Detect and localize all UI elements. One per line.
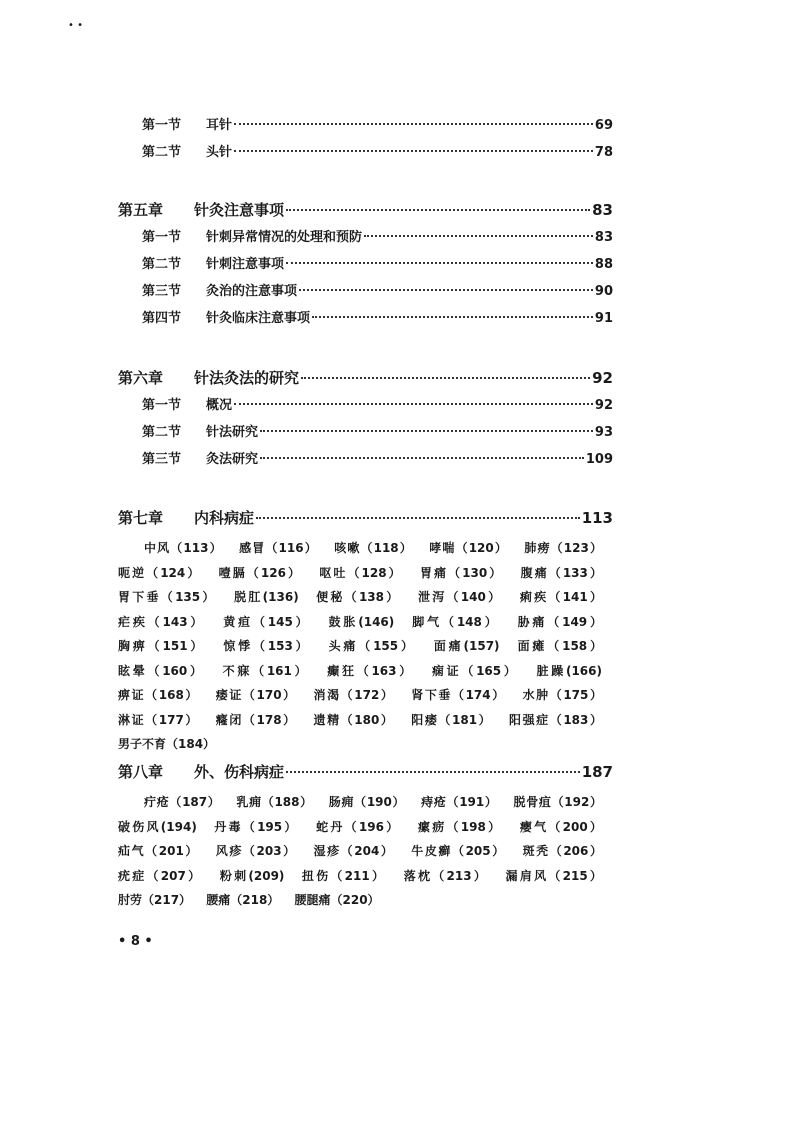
- disease-entry[interactable]: 头痛（155）: [328, 639, 416, 653]
- disease-entry[interactable]: 痔疮（191）: [421, 795, 498, 809]
- disease-entry[interactable]: 眩晕（160）: [118, 663, 205, 678]
- toc-section[interactable]: 第三节 灸治的注意事项 90: [142, 284, 613, 299]
- dot-leader: [301, 377, 590, 379]
- toc-chapter[interactable]: 第六章 针法灸法的研究 92: [118, 369, 613, 387]
- disease-entry[interactable]: 阳痿（181）: [411, 712, 493, 727]
- disease-entry[interactable]: 乳痈（188）: [236, 795, 313, 809]
- dot-leader: [256, 517, 580, 519]
- disease-entry[interactable]: 脏躁(166): [536, 663, 602, 678]
- dot-leader: [286, 262, 593, 264]
- dot-leader: [234, 150, 593, 152]
- disease-entry[interactable]: 脱肛(136): [234, 590, 299, 604]
- disease-entry[interactable]: 中风（113）: [144, 541, 223, 555]
- disease-entry[interactable]: 脚气（148）: [412, 614, 500, 629]
- chapter-8: [118, 761, 613, 913]
- disease-entry[interactable]: 痢疾（141）: [519, 590, 602, 604]
- dot-leader: [260, 430, 593, 432]
- disease-entry[interactable]: 胸痹（151）: [118, 639, 206, 653]
- disease-entry[interactable]: 感冒（116）: [239, 541, 318, 555]
- disease-entry[interactable]: 遗精（180）: [313, 712, 395, 727]
- disease-entry[interactable]: 疝气（201）: [118, 844, 199, 858]
- chapter-7: [118, 507, 613, 757]
- disease-entry[interactable]: 风疹（203）: [215, 844, 297, 858]
- disease-entry[interactable]: 肘劳（217）: [118, 893, 192, 907]
- dot-leader: [364, 235, 593, 237]
- disease-entry[interactable]: 瘰疬（198）: [417, 819, 503, 834]
- disease-entry[interactable]: 瘿气（200）: [519, 819, 602, 834]
- disease-entry[interactable]: 咳嗽（118）: [334, 541, 413, 555]
- disease-entry[interactable]: 痿证（170）: [215, 688, 297, 702]
- disease-entry[interactable]: 肠痈（190）: [328, 795, 406, 809]
- toc-section[interactable]: 第二节 针刺注意事项 88: [142, 257, 613, 272]
- disease-entry[interactable]: 疔疮（187）: [144, 795, 221, 809]
- disease-entry[interactable]: 疣症（207）: [118, 868, 203, 883]
- dot-leader: [286, 209, 590, 211]
- disease-entry[interactable]: 胁痛（149）: [517, 614, 602, 629]
- scan-mark: • •: [68, 20, 83, 31]
- disease-entry[interactable]: 斑秃（206）: [522, 844, 602, 858]
- disease-entry[interactable]: 淋证（177）: [118, 712, 199, 727]
- disease-entry[interactable]: 水肿（175）: [522, 688, 602, 702]
- disease-entry[interactable]: 胃痛（130）: [419, 565, 504, 580]
- disease-entry[interactable]: 便秘（138）: [316, 590, 401, 604]
- dot-leader: [299, 289, 593, 291]
- disease-entry[interactable]: 脱骨疽（192）: [513, 795, 602, 809]
- disease-entry[interactable]: 呃逆（124）: [118, 565, 202, 580]
- disease-entry[interactable]: 扭伤（211）: [301, 868, 387, 883]
- disease-entry[interactable]: 鼓胀(146): [328, 614, 395, 629]
- disease-entry[interactable]: 破伤风(194): [118, 819, 197, 834]
- disease-entry[interactable]: 落枕（213）: [403, 868, 489, 883]
- disease-entry[interactable]: 腰痛（218）: [206, 893, 280, 907]
- disease-entry[interactable]: 泄泻（140）: [417, 590, 503, 604]
- disease-entry[interactable]: 痹证（168）: [118, 688, 199, 702]
- toc-section[interactable]: 第四节 针灸临床注意事项 91: [142, 311, 613, 326]
- disease-entry[interactable]: 痫证（165）: [431, 663, 519, 678]
- toc-section[interactable]: 第一节 针刺异常情况的处理和预防 83: [142, 230, 613, 245]
- disease-entry[interactable]: 癃闭（178）: [215, 712, 297, 727]
- page-number: • 8 •: [118, 934, 153, 949]
- toc-chapter[interactable]: 第八章 外、伤科病症 187: [118, 763, 613, 781]
- disease-entry[interactable]: 消渴（172）: [313, 688, 395, 702]
- chapter-6: [118, 367, 613, 475]
- toc-section[interactable]: 第二节 针法研究 93: [142, 425, 613, 440]
- disease-entry[interactable]: 哮喘（120）: [429, 541, 509, 555]
- toc-section[interactable]: 第一节 概况 92: [142, 398, 613, 413]
- disease-entry[interactable]: 疟疾（143）: [118, 614, 206, 629]
- disease-entry[interactable]: 惊悸（153）: [223, 639, 311, 653]
- disease-entry[interactable]: 不寐（161）: [222, 663, 310, 678]
- disease-entry[interactable]: 面痛(157): [433, 639, 500, 653]
- disease-entry[interactable]: 阳强症（183）: [509, 712, 602, 727]
- disease-entry[interactable]: 肾下垂（174）: [411, 688, 506, 702]
- disease-entry[interactable]: 肺痨（123）: [524, 541, 602, 555]
- disease-entry[interactable]: 腹痛（133）: [520, 565, 602, 580]
- dot-leader: [260, 457, 584, 459]
- disease-entry[interactable]: 漏肩风（215）: [505, 868, 602, 883]
- dot-leader: [234, 403, 593, 405]
- disease-entry[interactable]: 面瘫（158）: [517, 639, 602, 653]
- disease-entry[interactable]: 胃下垂（135）: [118, 590, 217, 604]
- disease-entry[interactable]: 噎膈（126）: [218, 565, 303, 580]
- toc-chapter[interactable]: 第五章 针灸注意事项 83: [118, 201, 613, 219]
- toc-section[interactable]: 第三节 灸法研究 109: [142, 452, 613, 467]
- dot-leader: [234, 123, 593, 125]
- toc-section[interactable]: 第一节 耳针 69: [142, 118, 613, 133]
- dot-leader: [286, 771, 580, 773]
- disease-entry[interactable]: 男子不育（184）: [118, 737, 216, 751]
- disease-entry[interactable]: 粉刺(209): [219, 868, 285, 883]
- disease-list: [118, 536, 613, 757]
- dot-leader: [312, 316, 593, 318]
- disease-entry[interactable]: 呕吐（128）: [319, 565, 403, 580]
- toc-section[interactable]: 第二节 头针 78: [142, 145, 613, 160]
- disease-entry[interactable]: 蛇丹（196）: [316, 819, 401, 834]
- disease-list: [118, 790, 613, 913]
- disease-entry[interactable]: 腰腿痛（220）: [294, 893, 380, 907]
- chapter-4-sections: [118, 114, 613, 168]
- disease-entry[interactable]: 癫狂（163）: [327, 663, 414, 678]
- disease-entry[interactable]: 湿疹（204）: [313, 844, 395, 858]
- disease-entry[interactable]: 丹毒（195）: [214, 819, 299, 834]
- toc-chapter[interactable]: 第七章 内科病症 113: [118, 509, 613, 527]
- disease-entry[interactable]: 牛皮癣（205）: [411, 844, 506, 858]
- disease-entry[interactable]: 黄疸（145）: [223, 614, 311, 629]
- chapter-5: [118, 199, 613, 334]
